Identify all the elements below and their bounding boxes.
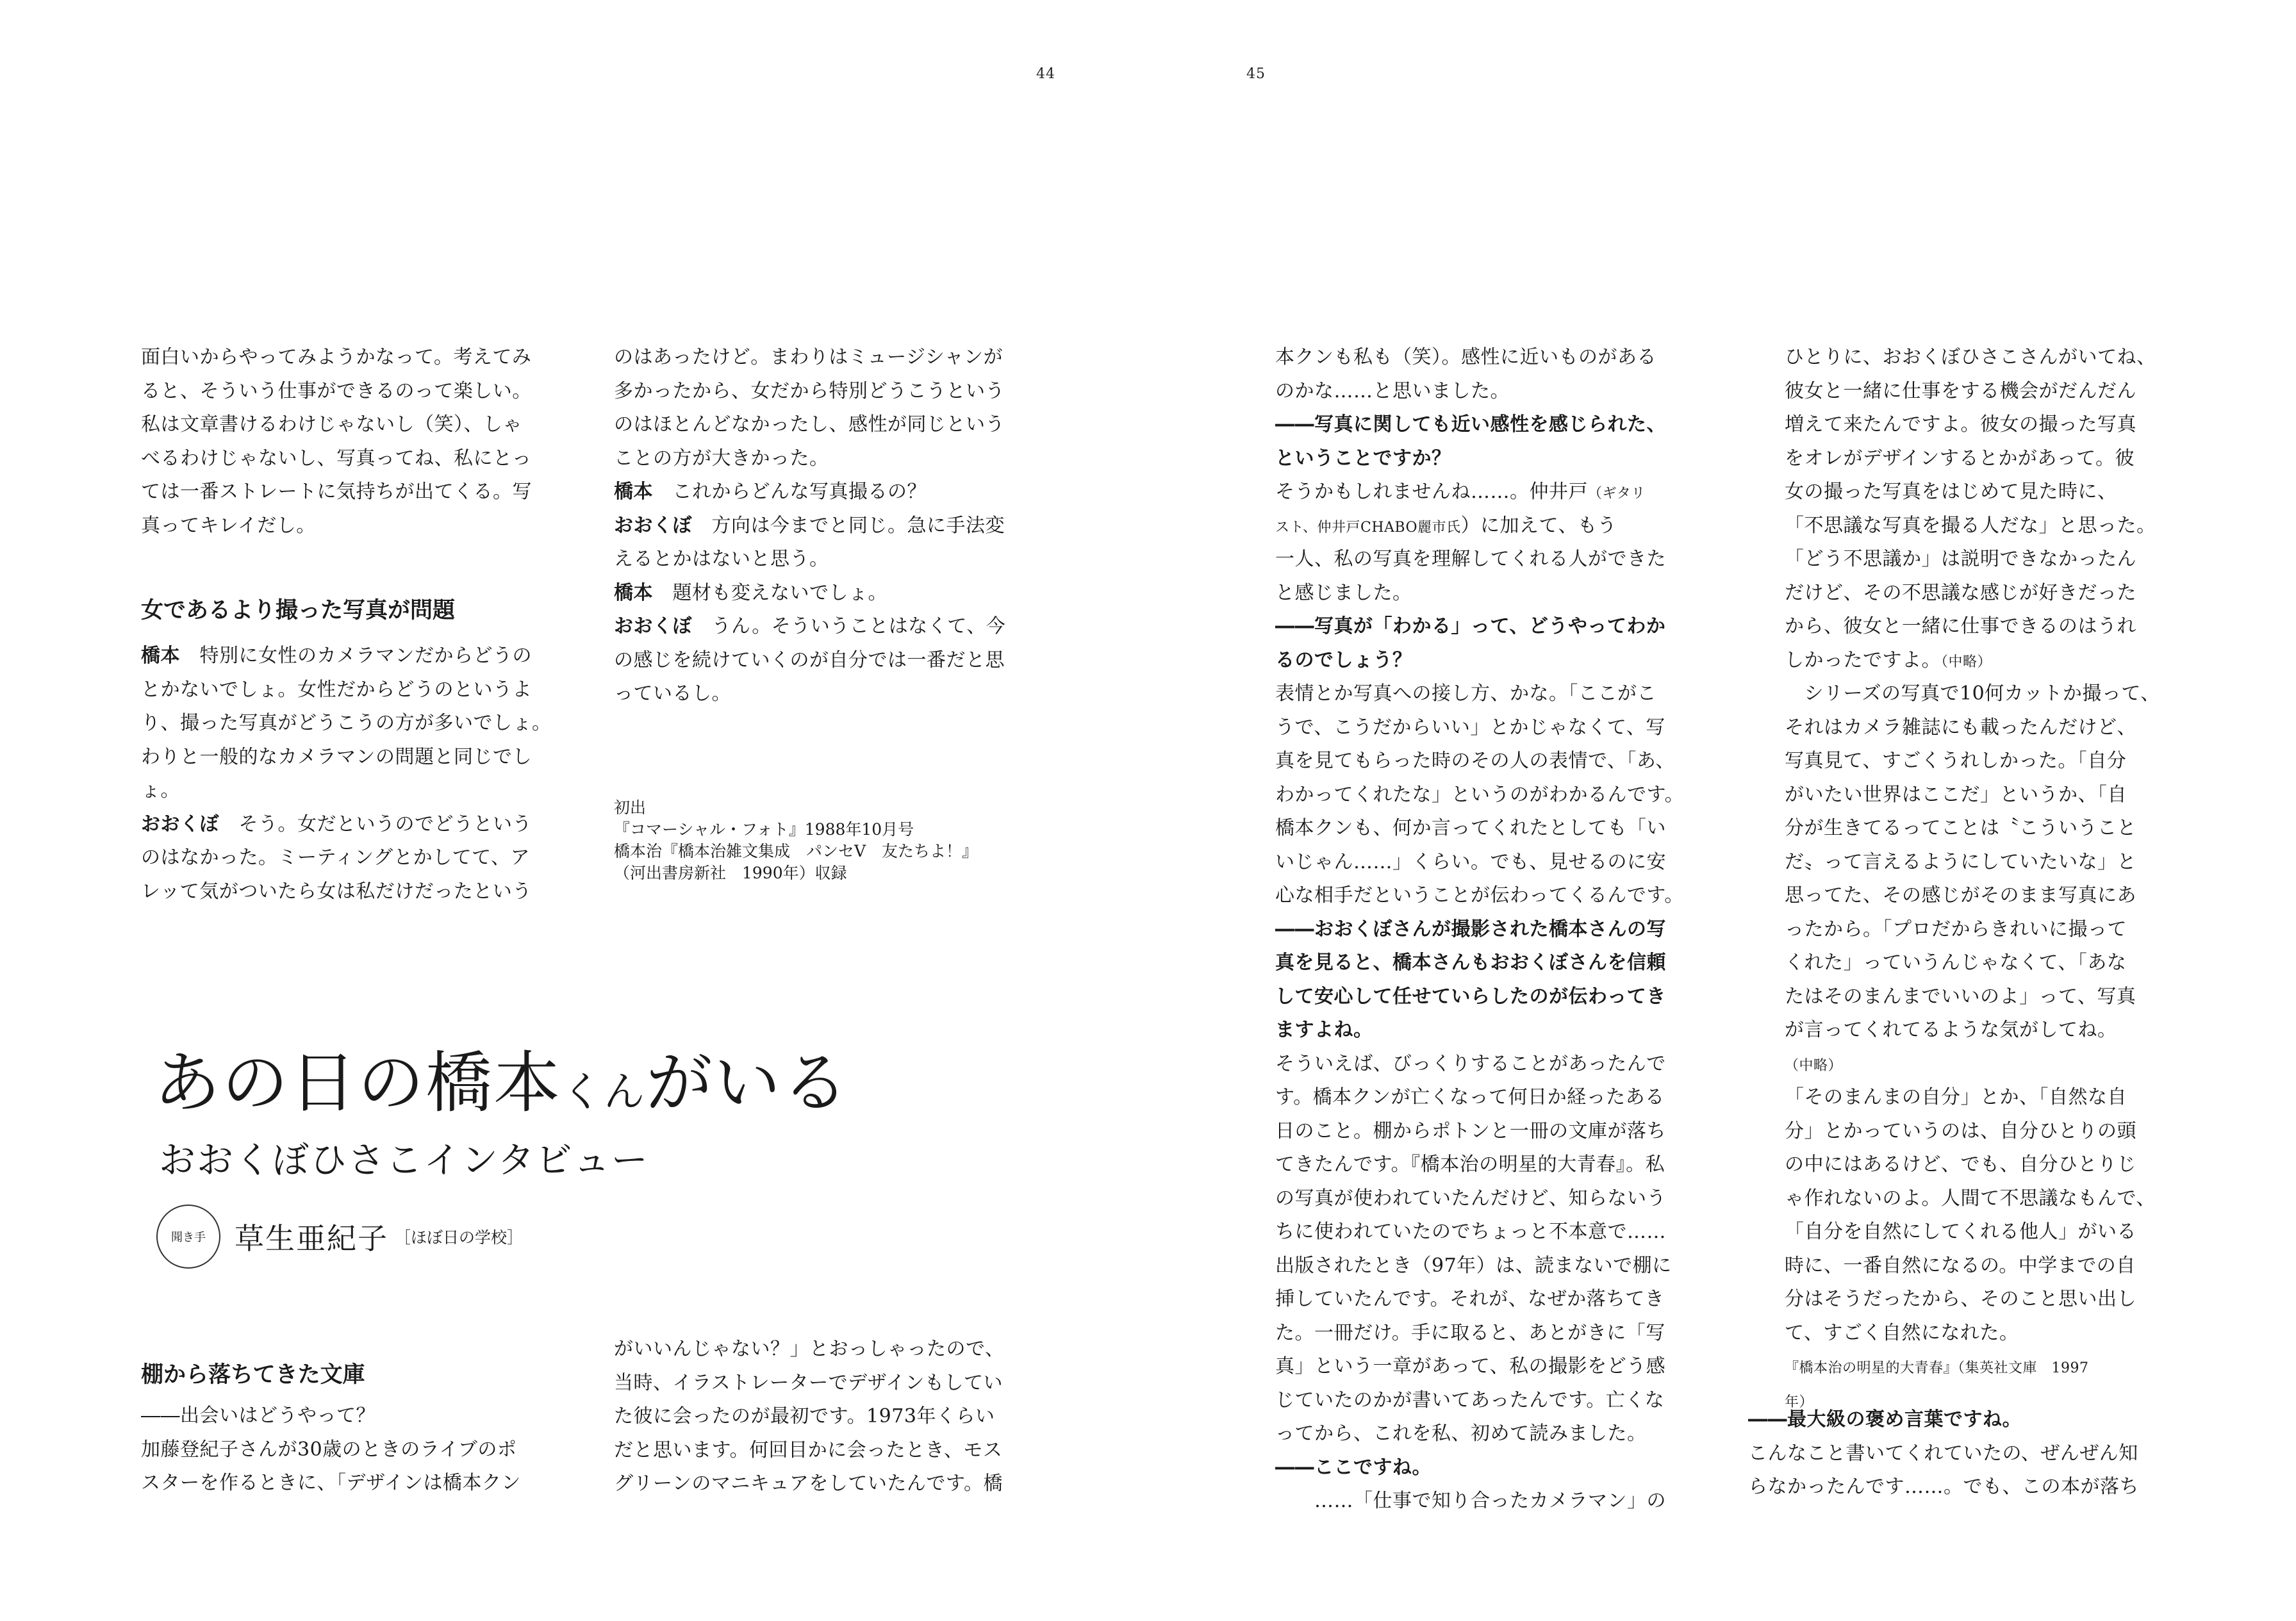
small-note: 『橋本治の明星的大青春』（集英社文庫 1997 <box>1785 1360 2089 1376</box>
text-line <box>1275 980 1684 1014</box>
interviewer-question: ――おおくぼさんが撮影された橋本さんの写 <box>1275 917 1666 941</box>
text-line <box>1785 610 2160 644</box>
page-number-right: 45 <box>1246 66 1266 82</box>
text-line <box>141 1467 521 1501</box>
text-line <box>141 1399 521 1433</box>
text-column-fourth-bottom <box>1748 1403 2139 1504</box>
text-line <box>141 1433 521 1467</box>
text-line <box>1785 1182 2160 1216</box>
text-column-left-lower <box>141 639 552 909</box>
line-text: レッて気がついたら女は私だけだったという <box>141 880 532 903</box>
text-line <box>141 341 532 375</box>
text-line <box>141 774 552 808</box>
text-line <box>1275 442 1684 476</box>
interviewer-name: 草生亜紀子 <box>235 1221 388 1256</box>
text-line <box>1785 1081 2160 1115</box>
source-note-line: 橋本治『橋本治雑文集成 パンセⅤ 友たちよ！』 <box>614 842 979 860</box>
text-line <box>1275 745 1684 778</box>
line-text: 表情とか写真への接し方、かな。「ここがこ <box>1275 682 1656 705</box>
text-line <box>1275 509 1684 543</box>
line-text: いじゃん……」くらい。でも、見せるのに安 <box>1275 850 1666 873</box>
line-text: 真を見てもらった時のその人の表情で、「あ、 <box>1275 750 1675 772</box>
text-line <box>1785 644 2160 678</box>
line-text: そうかもしれませんね……。仲井戸 <box>1275 481 1588 503</box>
line-text: す。橋本クンが亡くなって何日か経ったある <box>1275 1086 1665 1108</box>
interviewer-credit <box>156 1205 523 1269</box>
line-text: ゃ作れないのよ。人間て不思議なもんで、 <box>1785 1187 2156 1210</box>
text-line <box>1275 1182 1684 1216</box>
speaker-name: 橋本 <box>614 481 653 503</box>
text-line <box>614 408 1005 442</box>
line-text: がいいんじゃない？」とおっしゃったので、 <box>614 1338 1005 1360</box>
text-line <box>141 509 532 543</box>
line-text: ）に加えて、もう <box>1460 514 1617 537</box>
speaker-name: おおくぼ <box>141 812 219 835</box>
line-text: だけど、その不思議な感じが好きだった <box>1785 581 2136 604</box>
line-text: シリーズの写真で10何カットか撮って、 <box>1785 682 2160 705</box>
text-line <box>1748 1470 2139 1504</box>
line-text: 題材も変えないでしょ。 <box>653 581 888 604</box>
source-note <box>614 797 978 884</box>
line-text: 出版されたとき（97年）は、読まないで棚に <box>1275 1254 1672 1277</box>
line-text: 真ってキレイだし。 <box>141 514 316 537</box>
text-line <box>1748 1403 2139 1437</box>
interviewer-question: るのでしょう？ <box>1275 648 1412 671</box>
line-text: 心な相手だということが伝わってくるんです。 <box>1275 884 1684 907</box>
line-text: ことの方が大きかった。 <box>614 447 829 470</box>
text-line <box>1275 1283 1684 1317</box>
title-part: がいる <box>646 1044 850 1122</box>
line-text: 「自分を自然にしてくれる他人」がいる <box>1785 1221 2136 1243</box>
text-line <box>614 1367 1004 1401</box>
text-line <box>1275 1317 1684 1351</box>
text-column-third <box>1275 341 1684 1518</box>
text-line <box>1785 475 2160 509</box>
text-line <box>1275 846 1684 880</box>
line-text: 特別に女性のカメラマンだからどうの <box>180 645 532 667</box>
text-line <box>614 1333 1004 1367</box>
line-text: べるわけじゃないし、写真ってね、私にとっ <box>141 447 532 470</box>
text-line <box>1785 375 2160 409</box>
text-line <box>1785 1317 2160 1351</box>
line-text: えるとかはないと思う。 <box>614 548 829 570</box>
interviewer-question: ――写真に関しても近い感性を感じられた、 <box>1275 413 1666 436</box>
text-line <box>1275 879 1684 913</box>
small-note: （中略） <box>1941 654 1992 670</box>
line-text: しかったですよ。 <box>1785 648 1941 671</box>
text-line <box>1785 1249 2160 1283</box>
text-line <box>1785 677 2160 711</box>
text-line <box>141 841 552 875</box>
interviewer-question: して安心して任せていらしたのが伝わってき <box>1275 985 1666 1008</box>
text-line <box>1275 677 1684 711</box>
text-line <box>614 442 1005 476</box>
line-text: そういえば、びっくりすることがあったんで <box>1275 1052 1666 1075</box>
speaker-name: 橋本 <box>141 645 180 667</box>
text-line <box>1785 341 2160 375</box>
text-column-left-bottom <box>141 1399 521 1501</box>
line-text: 思ってた、その感じがそのまま写真にあ <box>1785 884 2136 907</box>
text-line <box>1275 610 1684 644</box>
line-text: てきたんです。『橋本治の明星的大青春』。私 <box>1275 1153 1665 1176</box>
text-line <box>141 375 532 409</box>
line-text: た彼に会ったのが最初です。1973年くらい <box>614 1405 995 1428</box>
line-text: ったから。「プロだからきれいに撮って <box>1785 917 2127 941</box>
text-line <box>1785 711 2160 745</box>
small-note: スト、仲井戸CHABO麗市氏 <box>1275 519 1461 536</box>
text-line <box>1275 543 1684 577</box>
small-note: （中略） <box>1785 1057 1843 1074</box>
line-text: だと思います。何回目かに会ったとき、モス <box>614 1438 1003 1461</box>
line-text: 挿していたんです。それが、なぜか落ちてき <box>1275 1288 1665 1310</box>
text-line <box>1785 577 2160 611</box>
article-subtitle: おおくぼひさこインタビュー <box>159 1139 649 1181</box>
text-line <box>1275 913 1684 947</box>
text-line <box>1785 1215 2160 1249</box>
line-text: から、彼女と一緒に仕事できるのはうれ <box>1785 615 2136 638</box>
line-text: たはそのまんまでいいのよ」って、写真 <box>1785 985 2136 1008</box>
interviewer-question: ということですか？ <box>1275 447 1451 470</box>
line-text: の写真が使われていたんだけど、知らないう <box>1275 1187 1666 1210</box>
line-text: ってから、これを私、初めて読みました。 <box>1275 1422 1647 1445</box>
text-line <box>1275 408 1684 442</box>
text-line <box>1275 812 1684 846</box>
line-text: ると、そういう仕事ができるのって楽しい。 <box>141 379 532 402</box>
speaker-name: 橋本 <box>614 581 653 604</box>
text-line <box>1275 711 1684 745</box>
text-line <box>1785 509 2160 543</box>
text-line <box>1275 1384 1684 1418</box>
text-line <box>141 875 552 909</box>
line-text: 面白いからやってみようかなって。考えてみ <box>141 346 532 368</box>
text-line <box>1275 577 1684 611</box>
line-text: た。一冊だけ。手に取ると、あとがきに「写 <box>1275 1321 1665 1344</box>
interviewer-question: ――最大級の褒め言葉ですね。 <box>1748 1408 2022 1431</box>
text-line <box>1275 1115 1684 1149</box>
text-line <box>1785 442 2160 476</box>
speaker-name: おおくぼ <box>614 615 692 638</box>
article-title <box>154 1038 850 1137</box>
line-text: の中にはあるけど、でも、自分ひとりじ <box>1785 1153 2136 1176</box>
text-line <box>1275 1014 1684 1048</box>
text-line <box>1275 1148 1684 1182</box>
text-line <box>614 1400 1004 1434</box>
text-column-left-upper <box>141 341 532 543</box>
text-line <box>1275 1081 1684 1115</box>
line-text: ひとりに、おおくぼひさこさんがいてね、 <box>1785 346 2156 368</box>
text-line <box>1785 1283 2160 1317</box>
line-text: 「不思議な写真を撮る人だな」と思った。 <box>1785 514 2156 537</box>
text-line <box>141 639 552 673</box>
text-line <box>1275 475 1684 509</box>
text-line <box>141 707 552 741</box>
line-text: 増えて来たんですよ。彼女の撮った写真 <box>1785 413 2136 436</box>
line-text: 私は文章書けるわけじゃないし（笑）、しゃ <box>141 413 522 436</box>
line-text: のかな……と思いました。 <box>1275 379 1510 402</box>
text-line <box>1275 1249 1684 1283</box>
line-text: がいたい世界はここだ」というか、「自 <box>1785 783 2127 806</box>
line-text: 時に、一番自然になるの。中学までの自 <box>1785 1254 2136 1277</box>
text-column-second-bottom <box>614 1333 1004 1501</box>
text-line <box>1785 778 2160 812</box>
interviewer-affiliation: ［ほぼ日の学校］ <box>395 1228 524 1247</box>
line-text: ては一番ストレートに気持ちが出てくる。写 <box>141 481 532 503</box>
speaker-name: おおくぼ <box>614 514 692 537</box>
line-text: が言ってくれてるような気がしてね。 <box>1785 1019 2117 1041</box>
title-part: あの日の橋本 <box>154 1044 562 1122</box>
text-line <box>1785 879 2160 913</box>
text-line <box>1785 1148 2160 1182</box>
line-text: じていたのかが書いてあったんです。亡くな <box>1275 1388 1665 1411</box>
line-text: 女の撮った写真をはじめて見た時に、 <box>1785 481 2117 503</box>
line-text: と感じました。 <box>1275 581 1412 604</box>
line-text: 分」とかっていうのは、自分ひとりの頭 <box>1785 1119 2136 1142</box>
text-column-second <box>614 341 1005 711</box>
text-line <box>1785 408 2160 442</box>
line-text: 方向は今までと同じ。急に手法変 <box>692 514 1005 537</box>
text-line <box>1275 1215 1684 1249</box>
line-text: のはあったけど。まわりはミュージシャンが <box>614 346 1003 368</box>
text-line <box>614 644 1005 678</box>
interviewer-question: ますよね。 <box>1275 1019 1373 1041</box>
line-text: 加藤登紀子さんが30歳のときのライブのポ <box>141 1438 517 1461</box>
line-text: の感じを続けていくのが自分では一番だと思 <box>614 648 1005 671</box>
text-line <box>1785 1350 2160 1384</box>
text-line <box>1275 644 1684 678</box>
line-text: 真」という一章があって、私の撮影をどう感 <box>1275 1355 1666 1378</box>
line-text: 橋本クンも、何か言ってくれたとしても「い <box>1275 817 1666 839</box>
text-line <box>1785 846 2160 880</box>
text-line <box>614 375 1005 409</box>
line-text: とかないでしょ。女性だからどうのというよ <box>141 678 532 701</box>
line-text: うん。そういうことはなくて、今 <box>692 615 1006 638</box>
text-line <box>614 577 1005 611</box>
line-text: くれた」っていうんじゃなくて、「あな <box>1785 951 2127 974</box>
text-line <box>614 543 1005 577</box>
line-text: り、撮った写真がどうこうの方が多いでしょ。 <box>141 712 552 734</box>
text-line <box>141 741 552 775</box>
line-text: 彼女と一緒に仕事をする機会がだんだん <box>1785 379 2136 402</box>
text-line <box>1275 341 1684 375</box>
line-text: ――出会いはどうやって？ <box>141 1404 376 1427</box>
text-line <box>141 475 532 509</box>
line-text: て、すごく自然になれた。 <box>1785 1321 2019 1344</box>
line-text: わりと一般的なカメラマンの問題と同じでし <box>141 745 532 768</box>
text-line <box>614 475 1005 509</box>
line-text: 日のこと。棚からポトンと一冊の文庫が落ち <box>1275 1119 1666 1142</box>
line-text: それはカメラ雑誌にも載ったんだけど、 <box>1785 716 2136 739</box>
text-line <box>1785 745 2160 778</box>
text-line <box>1785 812 2160 846</box>
title-part-small: くん <box>561 1069 647 1116</box>
small-note: 年） <box>1785 1394 1814 1410</box>
line-text: をオレがデザインするとかがあって。彼 <box>1785 447 2135 470</box>
small-note: （ギタリ <box>1588 486 1646 502</box>
line-text: うで、こうだからいい」とかじゃなくて、写 <box>1275 716 1665 739</box>
text-line <box>1275 1350 1684 1384</box>
line-text: 「どう不思議か」は説明できなかったん <box>1785 548 2136 570</box>
line-text: そう。女だというのでどうという <box>219 812 532 835</box>
line-text: だ〟って言えるようにしていたいな」と <box>1785 850 2136 873</box>
interviewer-role-badge: 聞き手 <box>156 1205 220 1269</box>
text-line <box>1275 1451 1684 1485</box>
text-line <box>614 341 1005 375</box>
text-line <box>1275 1485 1684 1518</box>
text-line <box>1275 946 1684 980</box>
text-line <box>1785 1014 2160 1048</box>
source-note-line: （河出書房新社 1990年）収録 <box>614 864 847 882</box>
section-heading-woman: 女であるより撮った写真が問題 <box>141 598 456 623</box>
line-text: ちに使われていたのでちょっと不本意で…… <box>1275 1221 1666 1243</box>
section-heading-bunko: 棚から落ちてきた文庫 <box>141 1362 365 1388</box>
line-text: 一人、私の写真を理解してくれる人ができた <box>1275 548 1666 570</box>
text-column-fourth <box>1785 341 2160 1417</box>
text-line <box>1785 1115 2160 1149</box>
text-line <box>614 1467 1004 1501</box>
line-text: ……「仕事で知り合ったカメラマン」の <box>1275 1490 1666 1512</box>
text-line <box>614 677 1005 711</box>
text-line <box>1275 375 1684 409</box>
text-line <box>1748 1437 2139 1471</box>
text-line <box>1785 913 2160 947</box>
interviewer-question: 真を見ると、橋本さんもおおくぼさんを信頼 <box>1275 951 1666 974</box>
line-text: 分が生きてるってことは〝こういうこと <box>1785 817 2136 839</box>
line-text: 「そのまんまの自分」とか、「自然な自 <box>1785 1086 2127 1108</box>
page-number-left: 44 <box>1036 66 1055 82</box>
line-text: 本クンも私も（笑）。感性に近いものがある <box>1275 346 1656 368</box>
text-line <box>1785 1048 2160 1082</box>
text-line <box>141 408 532 442</box>
line-text: こんなこと書いてくれていたの、ぜんぜん知 <box>1748 1442 2138 1465</box>
line-text: スターを作るときに、「デザインは橋本クン <box>141 1472 521 1494</box>
line-text: グリーンのマニキュアをしていたんです。橋 <box>614 1472 1003 1495</box>
line-text: 分はそうだったから、そのこと思い出し <box>1785 1288 2136 1310</box>
text-line <box>141 673 552 707</box>
line-text: ょ。 <box>141 779 180 802</box>
text-line <box>1275 1417 1684 1451</box>
text-line <box>141 442 532 476</box>
text-line <box>1785 946 2160 980</box>
source-note-line: 『コマーシャル・フォト』1988年10月号 <box>614 820 914 839</box>
interviewer-question: ――ここですね。 <box>1275 1456 1432 1479</box>
line-text: 写真見て、すごくうれしかった。「自分 <box>1785 750 2127 772</box>
line-text: らなかったんです……。でも、この本が落ち <box>1748 1476 2139 1498</box>
line-text: っているし。 <box>614 682 731 705</box>
line-text: 当時、イラストレーターでデザインもしてい <box>614 1371 1003 1394</box>
text-line <box>1785 543 2160 577</box>
line-text: これからどんな写真撮るの？ <box>653 481 927 503</box>
line-text: わかってくれたな」というのがわかるんです。 <box>1275 783 1685 806</box>
line-text: のはなかった。ミーティングとかしてて、ア <box>141 846 530 869</box>
text-line <box>1275 1048 1684 1082</box>
interviewer-question: ――写真が「わかる」って、どうやってわか <box>1275 615 1666 638</box>
text-line <box>614 610 1005 644</box>
text-line <box>614 1434 1004 1468</box>
line-text: 多かったから、女だから特別どうこうという <box>614 379 1005 402</box>
text-line <box>141 808 552 842</box>
line-text: のはほとんどなかったし、感性が同じという <box>614 413 1005 436</box>
text-line <box>614 509 1005 543</box>
text-line <box>1275 778 1684 812</box>
source-note-line: 初出 <box>614 798 647 817</box>
text-line <box>1785 980 2160 1014</box>
